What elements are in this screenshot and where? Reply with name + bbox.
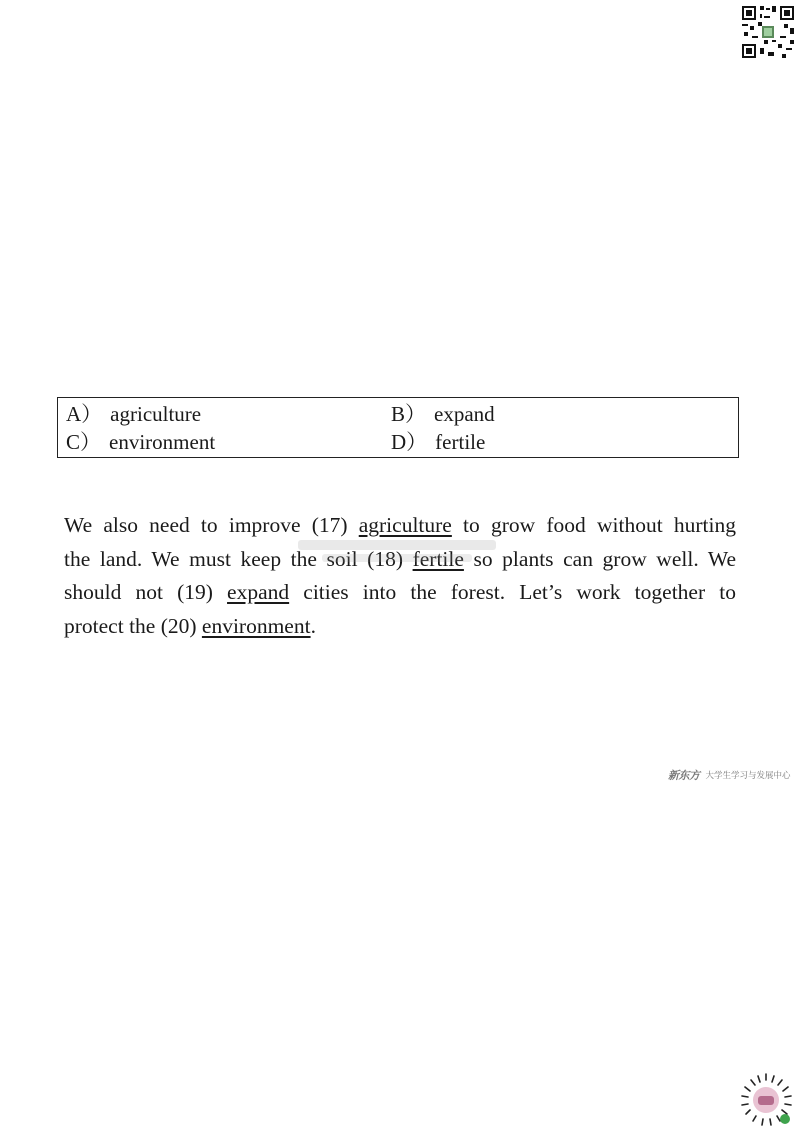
blank-18-answer: fertile [412, 546, 464, 571]
option-word: expand [434, 402, 495, 426]
blank-19-answer: expand [227, 580, 290, 604]
passage-text: protect the (20) [64, 613, 202, 638]
passage-text: cities into the forest. Let’s work together to [289, 580, 736, 604]
passage-text: the land. We must keep the soil (18) [64, 546, 413, 571]
option-b [391, 400, 495, 428]
option-word: agriculture [110, 402, 202, 426]
passage-line [64, 543, 736, 577]
passage-line [64, 610, 736, 644]
passage [64, 509, 736, 643]
word-bank-box [57, 397, 739, 458]
passage-text: so plants can grow well. We [463, 546, 736, 571]
option-letter: B） [391, 402, 427, 426]
option-word: environment [109, 430, 216, 454]
mini-program-code-icon [738, 1072, 794, 1128]
passage-line [64, 576, 736, 610]
passage-text: to grow food without hurting [451, 513, 736, 537]
passage-text: We also need to improve (17) [64, 513, 359, 537]
footer-brand [668, 766, 791, 784]
option-letter: A） [66, 402, 103, 426]
blank-17-answer: agriculture [358, 513, 452, 537]
brand-center-name: 大学生学习与发展中心 [705, 771, 791, 781]
passage-text: . [310, 613, 316, 638]
option-letter: D） [391, 430, 428, 454]
option-word: fertile [435, 430, 486, 454]
passage-line [64, 509, 736, 543]
option-d [391, 428, 485, 456]
option-c [66, 428, 215, 456]
option-a [66, 400, 201, 428]
qr-code-icon [740, 4, 796, 60]
passage-text: should not (19) [64, 580, 228, 604]
brand-logo: 新东方 [668, 769, 700, 782]
option-letter: C） [66, 430, 102, 454]
blank-20-answer: environment [201, 613, 311, 638]
